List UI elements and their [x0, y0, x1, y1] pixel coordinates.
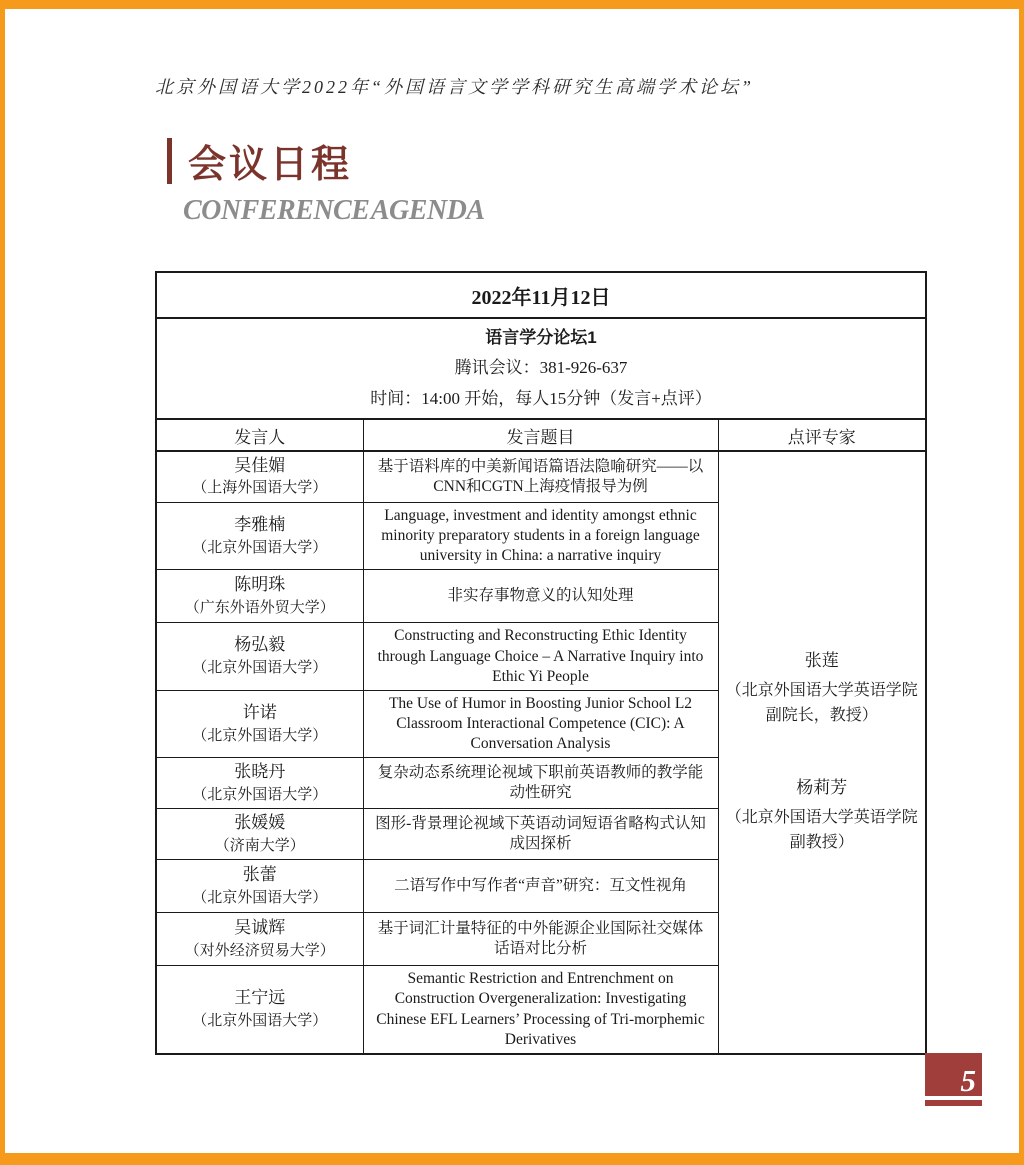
talk-title-cell [363, 913, 718, 966]
speaker-name: 张晓丹 [234, 762, 286, 782]
speaker-cell [156, 860, 363, 913]
talk-title: 基于语料库的中美新闻语篇语法隐喻研究——以CNN和CGTN上海疫情报导为例 [377, 457, 704, 495]
session-time: 时间：14:00 开始，每人15分钟（发言+点评） [370, 388, 712, 408]
talk-title: Language, investment and identity amongst ethnic minority preparatory students in a foreign language university in China: a narrative inquiry [381, 507, 700, 565]
talk-title-cell [363, 860, 718, 913]
speaker-name: 吴诚辉 [234, 918, 286, 938]
talk-title: The Use of Humor in Boosting Junior School L2 Classroom Interactional Competence (CIC): A Conversation Analysis [388, 694, 693, 753]
talk-title: 复杂动态系统理论视域下职前英语教师的教学能动性研究 [377, 764, 704, 802]
session-meeting-id: 腾讯会议：381-926-637 [454, 358, 628, 378]
speaker-affiliation: （对外经济贸易大学） [184, 942, 335, 959]
speaker-cell [156, 758, 363, 809]
reviewer-name: 张莲 [804, 651, 839, 671]
date-cell: 2022年11月12日 [156, 272, 926, 318]
speaker-affiliation: （济南大学） [214, 837, 305, 854]
talk-title-cell [363, 966, 718, 1054]
col-header-topic: 发言题目 [363, 419, 718, 451]
session-title: 语言学分论坛1 [485, 327, 597, 347]
reviewer-affiliation: （北京外国语大学英语学院 副教授） [725, 809, 918, 851]
talk-title: 基于词汇计量特征的中外能源企业国际社交媒体话语对比分析 [377, 920, 704, 958]
table-row [156, 451, 926, 503]
agenda-table [155, 271, 927, 1055]
talk-title: 图形-背景理论视域下英语动词短语省略构式认知成因探析 [375, 815, 706, 853]
talk-title-cell [363, 809, 718, 860]
page-number-square [925, 1053, 982, 1099]
talk-title: 二语写作中写作者“声音”研究：互文性视角 [394, 877, 687, 895]
speaker-cell [156, 570, 363, 623]
section-subtitle: CONFERENCE AGENDA [183, 195, 485, 226]
speaker-affiliation: （北京外国语大学） [192, 660, 328, 677]
speaker-name: 王宁远 [234, 988, 286, 1008]
speaker-cell [156, 503, 363, 570]
page-number: 5 [960, 1063, 976, 1099]
speaker-name: 许诺 [242, 702, 277, 722]
talk-title: Constructing and Reconstructing Ethic Identity through Language Choice – A Narrative Inquiry into Ethic Yi People [377, 627, 704, 685]
talk-title-cell [363, 570, 718, 623]
reviewer-name: 杨莉芳 [796, 778, 848, 798]
speaker-cell [156, 913, 363, 966]
table-row-columns [156, 419, 926, 451]
speaker-name: 李雅楠 [234, 515, 286, 535]
speaker-cell [156, 809, 363, 860]
reviewer-spacer [719, 728, 926, 776]
speaker-affiliation: （上海外国语大学） [192, 480, 328, 497]
speaker-name: 吴佳媚 [234, 455, 286, 475]
talk-title-cell [363, 690, 718, 757]
col-header-speaker: 发言人 [156, 419, 363, 451]
section-title: 会议日程 [188, 144, 353, 186]
talk-title: Semantic Restriction and Entrenchment on Construction Overgeneralization: Investigating Chinese EFL Learners’ Processing of Tri-morphemic Derivatives [376, 970, 705, 1048]
col-header-reviewer: 点评专家 [718, 419, 926, 451]
speaker-name: 杨弘毅 [234, 635, 286, 655]
table-row-session [156, 318, 926, 419]
speaker-affiliation: （北京外国语大学） [192, 539, 328, 556]
page-number-badge [925, 1053, 982, 1106]
speaker-cell [156, 966, 363, 1054]
speaker-affiliation: （北京外国语大学） [192, 727, 328, 744]
table-row-date [156, 272, 926, 318]
talk-title-cell [363, 451, 718, 503]
document-header: 北京外国语大学2022年“外国语言文学学科研究生高端学术论坛” [155, 77, 755, 97]
talk-title: 非实存事物意义的认知处理 [447, 587, 634, 605]
page-number-underline [925, 1100, 982, 1106]
speaker-name: 张蕾 [242, 865, 277, 885]
title-accent-bar [167, 138, 172, 184]
section-title-block [167, 133, 352, 188]
session-info-cell [156, 318, 926, 419]
speaker-cell [156, 623, 363, 690]
talk-title-cell [363, 503, 718, 570]
speaker-name: 陈明珠 [234, 575, 286, 595]
speaker-affiliation: （广东外语外贸大学） [184, 599, 335, 616]
reviewers-cell [718, 451, 926, 1054]
talk-title-cell [363, 758, 718, 809]
speaker-affiliation: （北京外国语大学） [192, 1012, 328, 1029]
speaker-name: 张媛媛 [234, 813, 286, 833]
speaker-affiliation: （北京外国语大学） [192, 786, 328, 803]
reviewer-affiliation: （北京外国语大学英语学院 副院长，教授） [725, 681, 918, 724]
speaker-affiliation: （北京外国语大学） [192, 889, 328, 906]
speaker-cell [156, 690, 363, 757]
speaker-cell [156, 451, 363, 503]
talk-title-cell [363, 623, 718, 690]
